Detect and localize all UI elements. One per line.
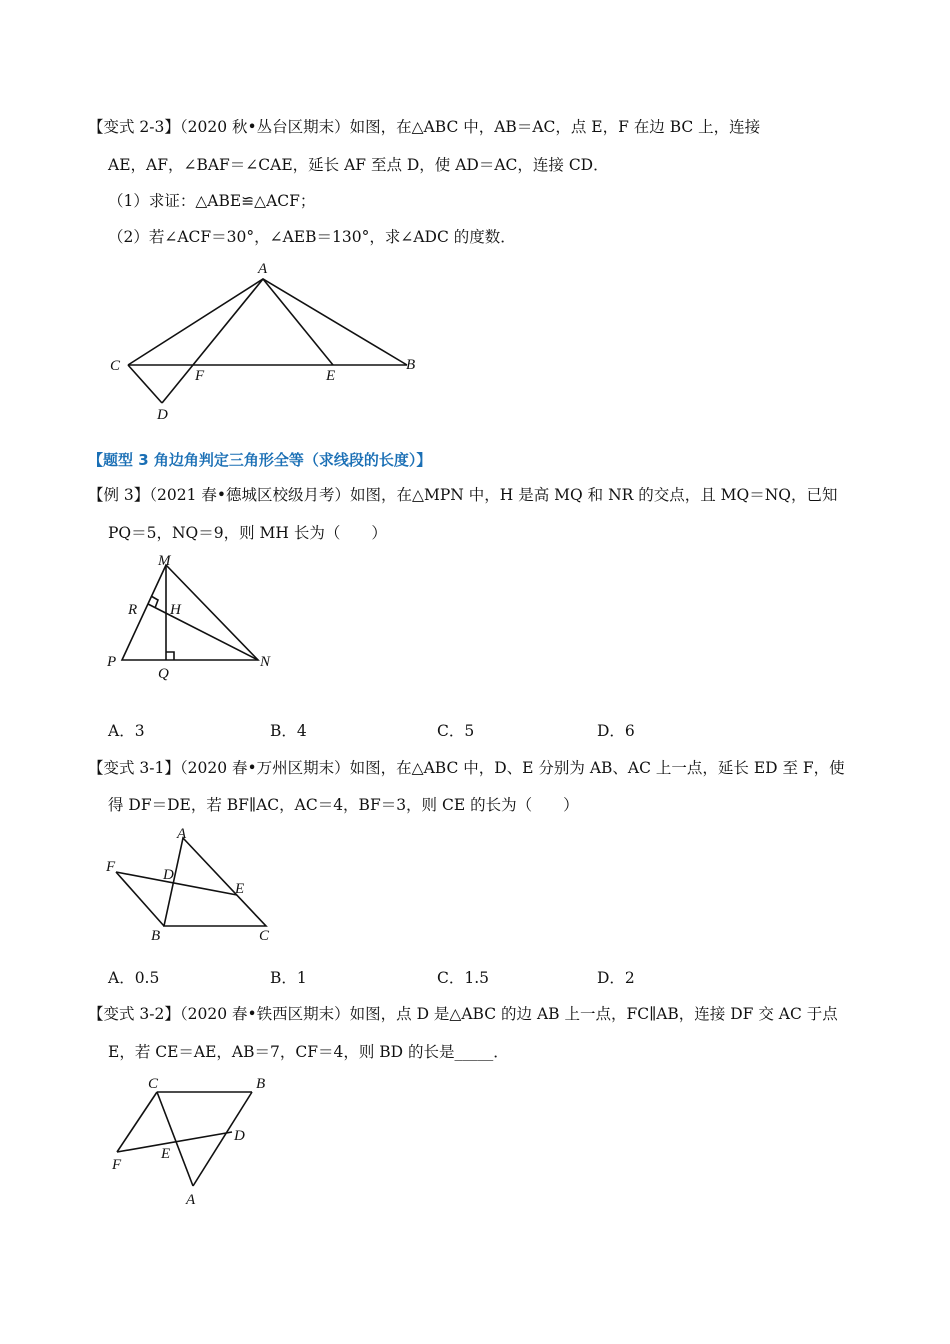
- q23-part1: （1）求证：△ABE≌△ACF；: [108, 192, 316, 210]
- ex3-triangle-mpn: [122, 565, 258, 660]
- q31-label-b: B: [151, 928, 161, 944]
- q23-label-c: C: [110, 358, 121, 374]
- ex3-option-a[interactable]: A．3: [108, 722, 145, 740]
- q32-segment-fd: [117, 1132, 232, 1152]
- ex3-label-h: H: [170, 602, 181, 618]
- q31-label-f: F: [106, 859, 116, 875]
- q31-label-e: E: [235, 881, 245, 897]
- q32-stem-line2: E，若 CE＝AE，AB＝7，CF＝4，则 BD 的长是_____．: [108, 1043, 509, 1061]
- q31-option-a[interactable]: A．0.5: [108, 969, 160, 987]
- q32-figure: [100, 1068, 290, 1213]
- q23-label-f: F: [195, 368, 205, 384]
- q23-label-b: B: [406, 357, 416, 373]
- q23-segment-cd: [128, 365, 162, 403]
- q23-stem-line2: AE，AF，∠BAF＝∠CAE，延长 AF 至点 D，使 AD＝AC，连接 CD．: [108, 156, 609, 174]
- q32-segment-fc: [117, 1092, 157, 1152]
- q31-option-b[interactable]: B．1: [270, 969, 307, 987]
- ex3-stem-line1: 【例 3】（2021 春•德城区校级月考）如图，在△MPN 中，H 是高 MQ 和 NR 的交点，且 MQ＝NQ，已知: [88, 486, 838, 504]
- q23-label-e: E: [326, 368, 336, 384]
- q31-label-d: D: [163, 867, 174, 883]
- q32-label-b: B: [256, 1076, 266, 1092]
- q23-segment-ad: [162, 279, 263, 403]
- q23-part2: （2）若∠ACF＝30°，∠AEB＝130°，求∠ADC 的度数．: [108, 228, 516, 246]
- ex3-label-n: N: [260, 654, 271, 670]
- q23-triangle-abc: [128, 279, 407, 365]
- q23-stem-line1: 【变式 2-3】（2020 秋•丛台区期末）如图，在△ABC 中，AB＝AC，点 E，F 在边 BC 上，连接: [88, 118, 761, 136]
- q32-stem-line1: 【变式 3-2】（2020 春•铁西区期末）如图，点 D 是△ABC 的边 AB 上一点，FC∥AB，连接 DF 交 AC 于点: [88, 1005, 838, 1023]
- ex3-altitude-nr: [148, 604, 258, 660]
- q31-option-c[interactable]: C．1.5: [437, 969, 490, 987]
- ex3-label-q: Q: [158, 666, 169, 682]
- ex3-stem-line2: PQ＝5，NQ＝9，则 MH 长为（ ）: [108, 524, 387, 542]
- q23-label-d: D: [157, 407, 168, 423]
- q31-stem-line1: 【变式 3-1】（2020 春•万州区期末）如图，在△ABC 中，D、E 分别为 AB、AC 上一点，延长 ED 至 F，使: [88, 759, 845, 777]
- section-heading: 【题型 3 角边角判定三角形全等（求线段的长度）】: [88, 451, 432, 469]
- ex3-option-c[interactable]: C．5: [437, 722, 475, 740]
- ex3-label-r: R: [128, 602, 138, 618]
- q32-label-c: C: [148, 1076, 159, 1092]
- q31-option-d[interactable]: D．2: [597, 969, 635, 987]
- ex3-option-d[interactable]: D．6: [597, 722, 635, 740]
- q32-label-e: E: [161, 1146, 171, 1162]
- q23-segment-ae: [263, 279, 333, 365]
- q31-figure: [100, 822, 290, 947]
- ex3-label-p: P: [107, 654, 117, 670]
- q32-label-d: D: [234, 1128, 245, 1144]
- q32-label-f: F: [112, 1157, 122, 1173]
- ex3-figure: [100, 550, 290, 685]
- q32-label-a: A: [186, 1192, 196, 1208]
- q23-figure: [100, 255, 440, 430]
- q31-stem-line2: 得 DF＝DE，若 BF∥AC，AC＝4，BF＝3，则 CE 的长为（ ）: [108, 796, 579, 814]
- ex3-option-b[interactable]: B．4: [270, 722, 307, 740]
- q31-label-a: A: [177, 826, 187, 842]
- ex3-label-m: M: [158, 553, 171, 569]
- ex3-right-angle-q: [166, 652, 174, 660]
- q23-label-a: A: [258, 261, 268, 277]
- q31-label-c: C: [259, 928, 270, 944]
- q31-triangle-abc: [164, 838, 266, 926]
